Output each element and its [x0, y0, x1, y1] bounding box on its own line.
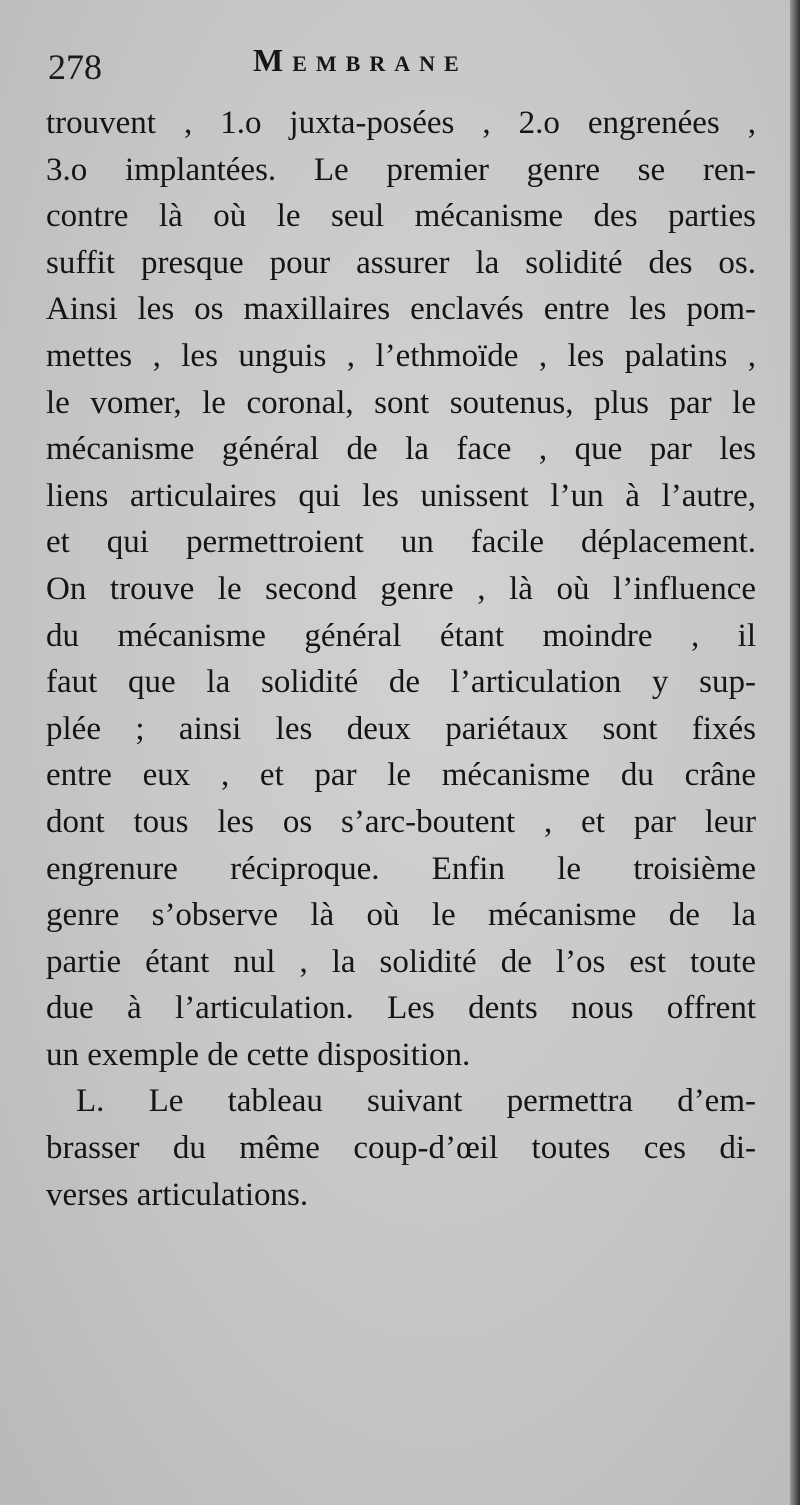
text-line: engrenure réciproque. Enfin le troisième	[46, 850, 756, 887]
text-line: liens articulaires qui les unissent l’un à l’autre,	[46, 477, 756, 514]
page-header	[48, 38, 568, 98]
text-line: un exemple de cette disposition.	[46, 1036, 471, 1073]
text-line: brasser du même coup-d’œil toutes ces di-	[46, 1130, 756, 1167]
page-number: 278	[48, 47, 102, 87]
text-line: le vomer, le coronal, sont soutenus, plus par le	[46, 384, 756, 421]
text-line: 3.o implantées. Le premier genre se ren-	[46, 151, 756, 188]
page-edge-shadow	[790, 0, 800, 1505]
text-line: trouvent , 1.o juxta-posées , 2.o engrenées ,	[46, 105, 756, 141]
text-line: L. Le tableau suivant permettra d’em-	[76, 1083, 756, 1120]
text-line: dont tous les os s’arc-boutent , et par leur	[46, 803, 756, 840]
text-line: due à l’articulation. Les dents nous offrent	[46, 990, 756, 1027]
text-line: plée ; ainsi les deux pariétaux sont fixés	[46, 710, 756, 747]
running-head: Membrane	[253, 42, 468, 78]
body-text	[46, 100, 756, 1218]
text-line: suffit presque pour assurer la solidité des os.	[46, 244, 756, 281]
text-line: verses articulations.	[46, 1176, 309, 1213]
text-line: On trouve le second genre , là où l’influence	[46, 570, 756, 607]
text-line: et qui permettroient un facile déplacement.	[46, 524, 756, 561]
text-line: faut que la solidité de l’articulation y sup-	[46, 664, 756, 701]
text-line: mécanisme général de la face , que par les	[46, 431, 756, 468]
text-line: mettes , les unguis , l’ethmoïde , les palatins ,	[46, 337, 756, 374]
text-line: genre s’observe là où le mécanisme de la	[46, 897, 756, 934]
text-line: entre eux , et par le mécanisme du crâne	[46, 757, 756, 794]
text-line: partie étant nul , la solidité de l’os est toute	[46, 943, 756, 980]
text-line: contre là où le seul mécanisme des parties	[46, 198, 756, 235]
text-line: du mécanisme général étant moindre , il	[46, 617, 756, 654]
text-line: Ainsi les os maxillaires enclavés entre les pom-	[46, 291, 756, 328]
